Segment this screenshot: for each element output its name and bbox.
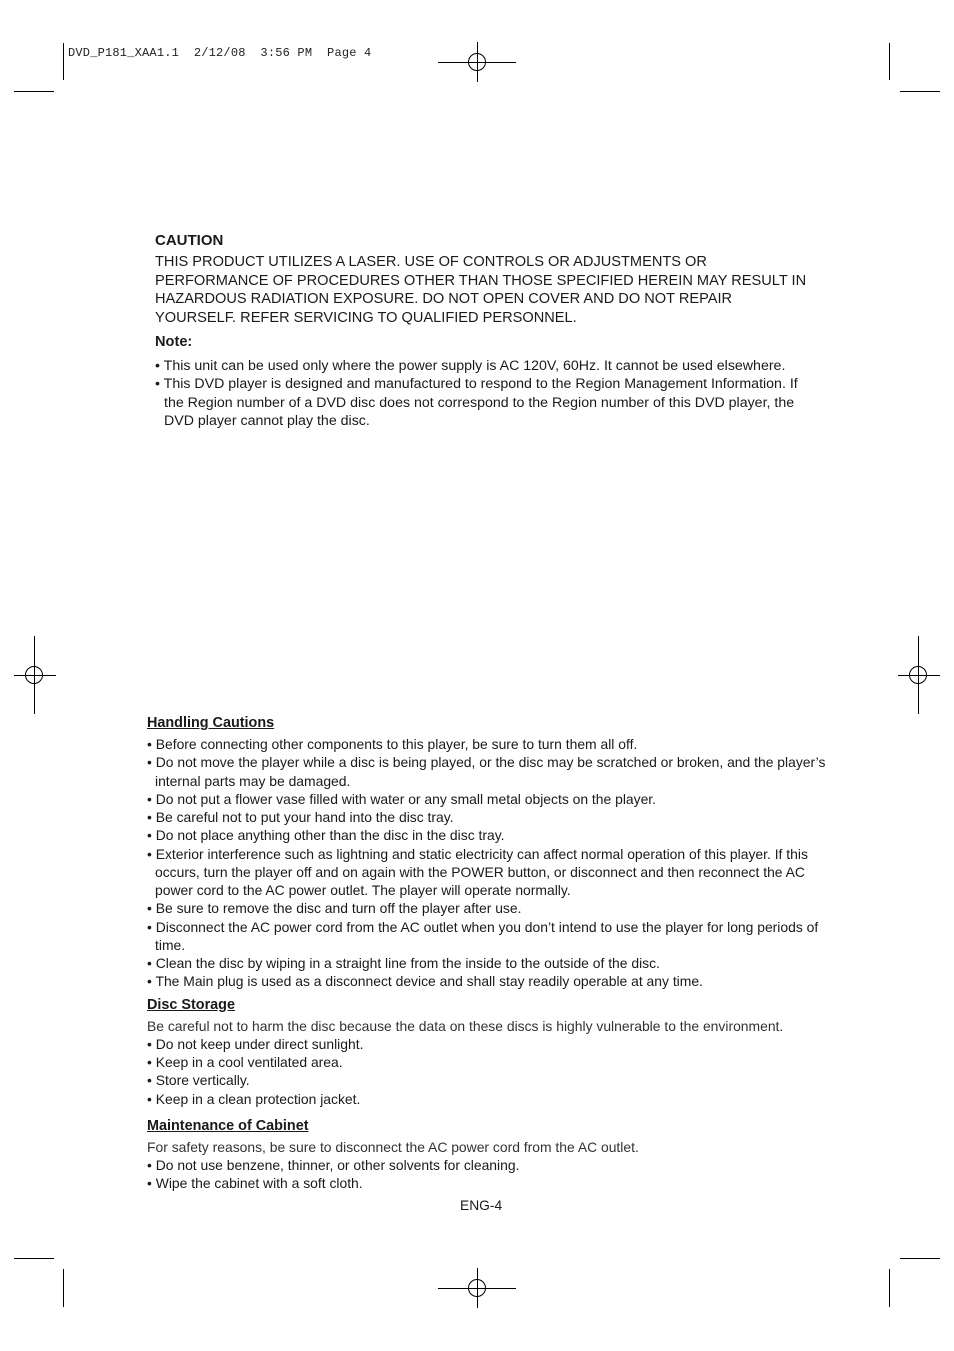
- list-item: • Keep in a clean protection jacket.: [147, 1090, 361, 1107]
- list-item: • Exterior interference such as lightning and static electricity can affect normal operation of this player. If this occurs, turn the player off and on again with the POWER button, or disconnect and then reconnect the AC power cord to the AC power outlet. The player will operate normally.: [147, 845, 808, 898]
- page-number: ENG-4: [460, 1198, 503, 1213]
- list-item: • Do not use benzene, thinner, or other solvents for cleaning.: [147, 1157, 520, 1173]
- print-slug: DVD_P181_XAA1.1 2/12/08 3:56 PM Page 4: [68, 46, 372, 60]
- registration-mark-top: [438, 42, 516, 82]
- care-sections: [147, 713, 827, 1193]
- caution-section: [155, 231, 815, 430]
- cabinet-section: [147, 1116, 827, 1193]
- note-item: • This DVD player is designed and manufactured to respond to the Region Management Information. If the Region number of a DVD disc does not correspond to the Region number of this DVD player, the DVD player cannot play the disc.: [155, 376, 798, 429]
- registration-mark-right: [898, 636, 940, 714]
- note-item: • This unit can be used only where the power supply is AC 120V, 60Hz. It cannot be used elsewhere.: [155, 358, 786, 374]
- disc-storage-title: Disc Storage: [147, 996, 235, 1013]
- list-item: • Clean the disc by wiping in a straight line from the inside to the outside of the disc.: [147, 955, 660, 971]
- crop-mark: [889, 1269, 890, 1307]
- disc-storage-list: [147, 1035, 827, 1108]
- list-item: • Do not move the player while a disc is being played, or the disc may be scratched or broken, and the player’s internal parts may be damaged.: [147, 754, 826, 789]
- list-item: • Do not place anything other than the disc in the disc tray.: [147, 827, 505, 844]
- cabinet-list: [147, 1156, 827, 1193]
- list-item: • Do not keep under direct sunlight.: [147, 1035, 364, 1052]
- list-item: • Disconnect the AC power cord from the AC outlet when you don’t intend to use the player for long periods of time.: [147, 918, 819, 953]
- list-item: • Be sure to remove the disc and turn off the player after use.: [147, 900, 522, 917]
- cabinet-title: Maintenance of Cabinet: [147, 1117, 309, 1134]
- crop-mark: [900, 1258, 940, 1259]
- cabinet-intro: For safety reasons, be sure to disconnect the AC power cord from the AC outlet.: [147, 1138, 639, 1155]
- disc-storage-intro: Be careful not to harm the disc because the data on these discs is highly vulnerable to the environment.: [147, 1017, 784, 1034]
- caution-title: CAUTION: [155, 232, 224, 249]
- handling-cautions-section: [147, 713, 827, 991]
- disc-storage-section: [147, 995, 827, 1108]
- list-item: • Before connecting other components to this player, be sure to turn them all off.: [147, 736, 638, 752]
- list-item: • Be careful not to put your hand into the disc tray.: [147, 809, 454, 825]
- list-item: • The Main plug is used as a disconnect device and shall stay readily operable at any time.: [147, 973, 703, 990]
- crop-mark: [63, 1269, 64, 1307]
- crop-mark: [14, 91, 54, 92]
- caution-text: THIS PRODUCT UTILIZES A LASER. USE OF CONTROLS OR ADJUSTMENTS OR PERFORMANCE OF PROCEDURES OTHER THAN THOSE SPECIFIED HEREIN MAY RESULT IN HAZARDOUS RADIATION EXPOSURE. DO NOT OPEN COVER AND DO NOT REPAIR YOURSELF. REFER SERVICING TO QUALIFIED PERSONNEL.: [155, 254, 807, 326]
- list-item: • Keep in a cool ventilated area.: [147, 1054, 343, 1070]
- list-item: • Wipe the cabinet with a soft cloth.: [147, 1175, 363, 1192]
- note-title: Note:: [155, 334, 193, 350]
- list-item: • Do not put a flower vase filled with water or any small metal objects on the player.: [147, 790, 657, 807]
- handling-cautions-title: Handling Cautions: [147, 715, 275, 731]
- list-item: • Store vertically.: [147, 1072, 250, 1089]
- crop-mark: [900, 91, 940, 92]
- note-list: [155, 357, 815, 430]
- registration-mark-left: [14, 636, 56, 714]
- registration-mark-bottom: [438, 1268, 516, 1308]
- crop-mark: [14, 1258, 54, 1259]
- crop-mark: [63, 43, 64, 80]
- crop-mark: [889, 43, 890, 80]
- handling-list: [147, 735, 827, 991]
